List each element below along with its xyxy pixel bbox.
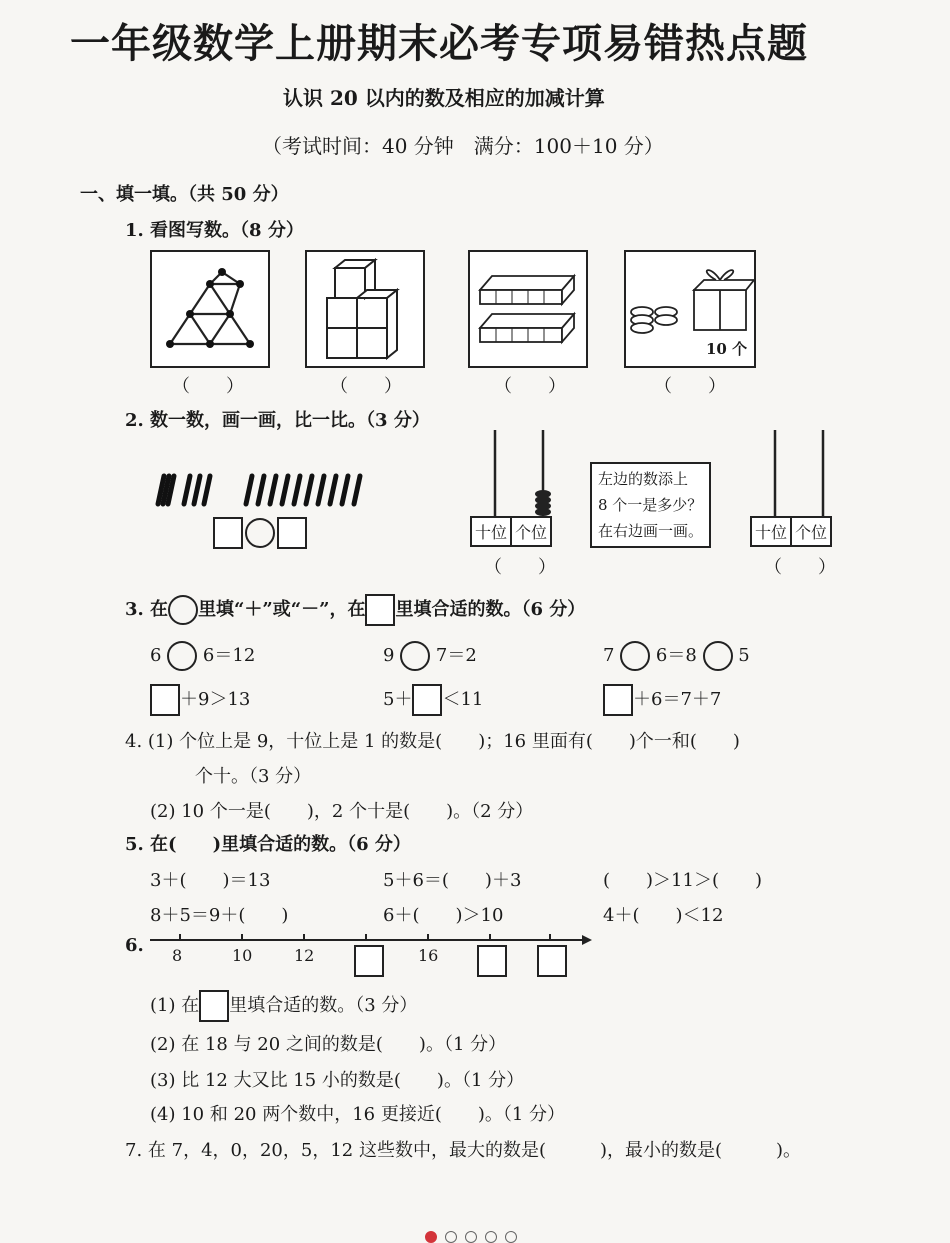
q1-answer-4[interactable]: （ ） [654, 376, 726, 397]
q2-answer-left[interactable]: （ ） [484, 557, 556, 578]
q1-gift-image [624, 250, 756, 368]
operand: 6 [150, 645, 162, 666]
q6-sub-3: (3) 比 12 大又比 15 小的数是( )。（1 分） [150, 1070, 525, 1091]
q6-sub1-pre: (1) 在 [150, 995, 200, 1016]
q2-answer-right[interactable]: （ ） [764, 557, 836, 578]
q2-compare-circle[interactable] [245, 518, 275, 548]
operand: 6＝12 [202, 645, 256, 666]
q3-box-2[interactable] [412, 684, 442, 716]
tick-label: 10 [232, 946, 253, 965]
q3-circle-1[interactable] [167, 641, 197, 671]
q3-label-mid: 里填“＋”或“－”，在 [198, 599, 366, 620]
q5-item-5: 6＋( )＞10 [383, 905, 504, 926]
operand: 6＝8 [655, 645, 697, 666]
box-icon [199, 990, 229, 1022]
q3-item-4 [150, 684, 250, 716]
q2-right-box[interactable] [277, 517, 307, 549]
page-dot[interactable] [445, 1231, 457, 1243]
gift-label: 10 个 [706, 340, 748, 358]
q6-box-2[interactable] [477, 945, 507, 977]
q5-item-1: 3＋( )＝13 [150, 870, 271, 891]
section-heading: 一、填一填。（共 50 分） [80, 184, 289, 205]
q6-sub1-post: 里填合适的数。（3 分） [229, 995, 418, 1016]
q2-abacus-left-base [470, 516, 552, 547]
q4-line-3: (2) 10 个一是( )，2 个十是( )。（2 分） [150, 801, 534, 822]
box-icon [365, 594, 395, 626]
q1-answer-2[interactable]: （ ） [330, 376, 402, 397]
q2-sticks-image [150, 470, 380, 514]
q1-rods-image [468, 250, 588, 368]
expression: 5＋ [383, 689, 413, 710]
circle-icon [168, 595, 198, 625]
q1-answer-3[interactable]: （ ） [494, 376, 566, 397]
expression: ＋9＞13 [180, 689, 251, 710]
note-line-1: 左边的数添上 [598, 470, 689, 488]
q3-item-1 [150, 641, 255, 671]
q2-abacus-right[interactable] [750, 430, 848, 524]
q1-triangles-image [150, 250, 270, 368]
tens-label: 十位 [752, 518, 792, 545]
operand: 5 [738, 645, 750, 666]
q5-item-6: 4＋( )＜12 [603, 905, 724, 926]
q3-circle-4[interactable] [703, 641, 733, 671]
q2-label: 2. 数一数，画一画，比一比。（3 分） [125, 410, 430, 431]
q3-box-3[interactable] [603, 684, 633, 716]
operand: 7 [603, 645, 615, 666]
page-dot[interactable] [485, 1231, 497, 1243]
ones-label: 个位 [515, 523, 548, 542]
q3-item-5 [383, 684, 483, 716]
q3-item-3 [603, 641, 750, 671]
q6-box-3[interactable] [537, 945, 567, 977]
q3-label [125, 594, 585, 626]
q6-sub-1 [150, 990, 417, 1022]
q7-text: 7. 在 7，4，0，20，5，12 这些数中，最大的数是( )，最小的数是( )。 [125, 1140, 802, 1161]
q3-label-post: 里填合适的数。（6 分） [395, 599, 586, 620]
q5-label: 5. 在( )里填合适的数。（6 分） [125, 834, 411, 855]
q6-box-1[interactable] [354, 945, 384, 977]
q3-item-6 [603, 684, 721, 716]
q2-abacus-left [470, 430, 568, 524]
q2-hint-note [590, 462, 711, 548]
q1-answer-1[interactable]: （ ） [172, 376, 244, 397]
q3-circle-2[interactable] [400, 641, 430, 671]
operand: 9 [383, 645, 395, 666]
q4-line-2: 个十。（3 分） [195, 766, 312, 787]
exam-info: （考试时间：40 分钟 满分：100＋10 分） [262, 134, 664, 158]
page-dot[interactable] [465, 1231, 477, 1243]
q5-item-4: 8＋5＝9＋( ) [150, 905, 289, 926]
operand: 7＝2 [435, 645, 477, 666]
q6-label: 6. [125, 935, 144, 956]
q3-circle-3[interactable] [620, 641, 650, 671]
tick-label: 12 [294, 946, 315, 965]
expression: ＋6＝7＋7 [633, 689, 722, 710]
q5-item-2: 5＋6＝( )＋3 [383, 870, 522, 891]
q4-line-1: 4. (1) 个位上是 9，十位上是 1 的数是( )；16 里面有( )个一和( ) [125, 731, 740, 752]
page-subtitle: 认识 20 以内的数及相应的加减计算 [283, 86, 605, 110]
q5-item-3: ( )＞11＞( ) [603, 870, 762, 891]
tick-label: 16 [418, 946, 439, 965]
page-title: 一年级数学上册期末必考专项易错热点题 [70, 21, 808, 67]
q6-sub-4: (4) 10 和 20 两个数中，16 更接近( )。（1 分） [150, 1104, 566, 1125]
q1-label: 1. 看图写数。（8 分） [125, 220, 304, 241]
q2-compare-group [213, 517, 307, 549]
q3-label-pre: 3. 在 [125, 599, 169, 620]
q2-abacus-right-base [750, 516, 832, 547]
tens-label: 十位 [472, 518, 512, 545]
q2-left-box[interactable] [213, 517, 243, 549]
q1-cubes-image [305, 250, 425, 368]
tick-label: 8 [172, 946, 183, 965]
note-line-2: 8 个一是多少？ [598, 496, 703, 514]
q3-box-1[interactable] [150, 684, 180, 716]
expression: ＜11 [442, 689, 484, 710]
ones-label: 个位 [795, 523, 828, 542]
page-indicator[interactable] [425, 1231, 517, 1243]
note-line-3: 在右边画一画。 [598, 522, 704, 540]
q3-item-2 [383, 641, 477, 671]
page-dot-active[interactable] [425, 1231, 437, 1243]
q6-sub-2: (2) 在 18 与 20 之间的数是( )。（1 分） [150, 1034, 507, 1055]
page-dot[interactable] [505, 1231, 517, 1243]
